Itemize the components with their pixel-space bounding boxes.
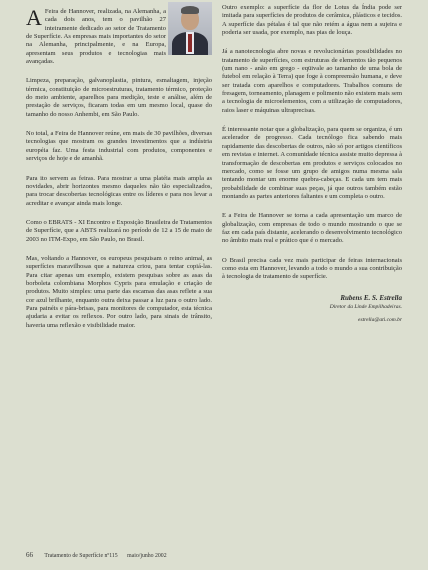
page-number: 66 [26, 551, 33, 559]
intro-text: Feira de Hannover, realizada, na Alemanha, a cada dois anos, tem o pavilhão 27 inteiramente dedicado ao setor de Tratamento de Superfície. As empresas mais importantes do setor na Alemanha, principalmente, e na Europa, apresentam seus produtos e tecnologias mais avançadas. [26, 8, 166, 66]
paragraph-surface-processes: Limpeza, preparação, galvanoplastia, pintura, esmaltagem, injeção térmica, constituição de microestruturas, tratamento térmico, proteção do meio ambiente, aparelhos para medição, teste e análise, além de prestação de serviços, ficaram todas em um mesmo local, quase do tamanho do nosso Anhembi, em São Paulo. [26, 77, 212, 118]
signature-email: estrella@ati.com.br [358, 316, 402, 323]
right-column [222, 4, 402, 323]
paragraph-nanotechnology: Já a nanotecnologia abre novas e revolucionárias possibilidades no tratamento de superfícies, com estruturas de elementos tão pequenos (um nano - anão em grego - eqüivale ao tamanho de uma bola de futebol em relação à Terra) que foge à compreensão humana, e deve ser tratada com aparelhos e computadores. Trabalhos comuns de fresagem, torneamento, planagem e polimento não existem mais sem a tecnologia de microelementos, com a utilização de computadores, raios laser e máquinas ultraprecisas. [222, 48, 402, 114]
signature-name: Rubens E. S. Estrella [340, 293, 402, 302]
paragraph-butterfly-research: Mas, voltando a Hannover, os europeus pesquisam o reino animal, as superfícies maravilhosas que a natureza criou, para tentar copiá-las. Para citar apenas um exemplo, existem pesquisas sobre as asas da borboleta colombiana Morphos Cypris para emulação e criação de produtos. Muito simples: uma parte das escamas das asas reflete a sua cor azul brilhante, enquanto outra deixa passar a luz para o outro lado. Para painéis e pára-brisas, para monitores de computador, esta técnica ajudaria a evitar os reflexos. Por outro lado, para sinais de trânsito, haveria uma reflexão e visibilidade maior. [26, 254, 212, 329]
signature-block [222, 293, 402, 323]
intro-paragraph [26, 5, 166, 66]
left-column [26, 5, 212, 341]
paragraph-globalization: É interessante notar que a globalização, para quem se organiza, é um acelerador de progresso. Cada tecnólogo fica sabendo mais rapidamente das descobertas de outros, não só por artigos científicos em revistas e internet. A comunidade técnica assiste muito depressa à transformação de descobertas em produtos e serviços colocados no mercado, como se fosse um grupo de amigos numa mesma sala tentando montar um enorme quebra-cabeças. E cada um tem mais probabilidade de combinar suas peças, já que outros também estão montando as partes anteriores faltantes e um completa o outro. [222, 126, 402, 200]
paragraph-fairs-purpose: Para ito servem as feiras. Para mostrar a uma platéia mais ampla as novidades, abrir horizontes mesmo daqueles não tão especializados, para trocar descobertas tecnológicas entre os líderes e para nos levar a acreditar e avançar ainda mais longe. [26, 174, 212, 207]
paragraph-hannover-milestone: E a Feira de Hannover se torna a cada apresentação um marco de globalização, com empresas de todo o mundo mostrando o que se faz em cada país distante, acelerando o desenvolvimento tecnológico no âmbito mais real e prático que é o mercado. [222, 212, 402, 245]
paragraph-brazil: O Brasil precisa cada vez mais participar de feiras internacionais como esta em Hannover, levando a todo o mundo a sua contribuição à tecnologia de tratamento de superfície. [222, 256, 402, 281]
paragraph-ebrats: Como o EBRATS - XI Encontro e Exposição Brasileira de Tratamentos de Superfície, que a ABTS realizará no período de 12 a 15 de maio de 2003 no ITM-Expo, em São Paulo, no Brasil. [26, 218, 212, 243]
signature-role: Diretor da Linde Empilhadeiras. [329, 303, 402, 310]
issue-date: maio/junho 2002 [127, 553, 167, 559]
drop-cap: A [26, 5, 42, 30]
publication-name: Tratamento de Superfície nº115 [44, 553, 118, 559]
paragraph-lotus: Outro exemplo: a superfície da flor de Lotus da Índia pode ser imitada para superfícies de produtos de cerâmica, plásticos e tecidos. A superfície das pétalas é tal que não retém a água nem a sujeira e poderia ser usada, por exemplo, nas pias de louça. [222, 4, 402, 37]
paragraph-hannover-total: No total, a Feira de Hannover reúne, em mais de 30 pavilhões, diversas tecnologias que mostram os grandes investimentos que a indústria européia faz. Uma festa industrial com produtos, componentes e serviços de hoje e de amanhã. [26, 130, 212, 163]
page-footer [26, 551, 175, 559]
